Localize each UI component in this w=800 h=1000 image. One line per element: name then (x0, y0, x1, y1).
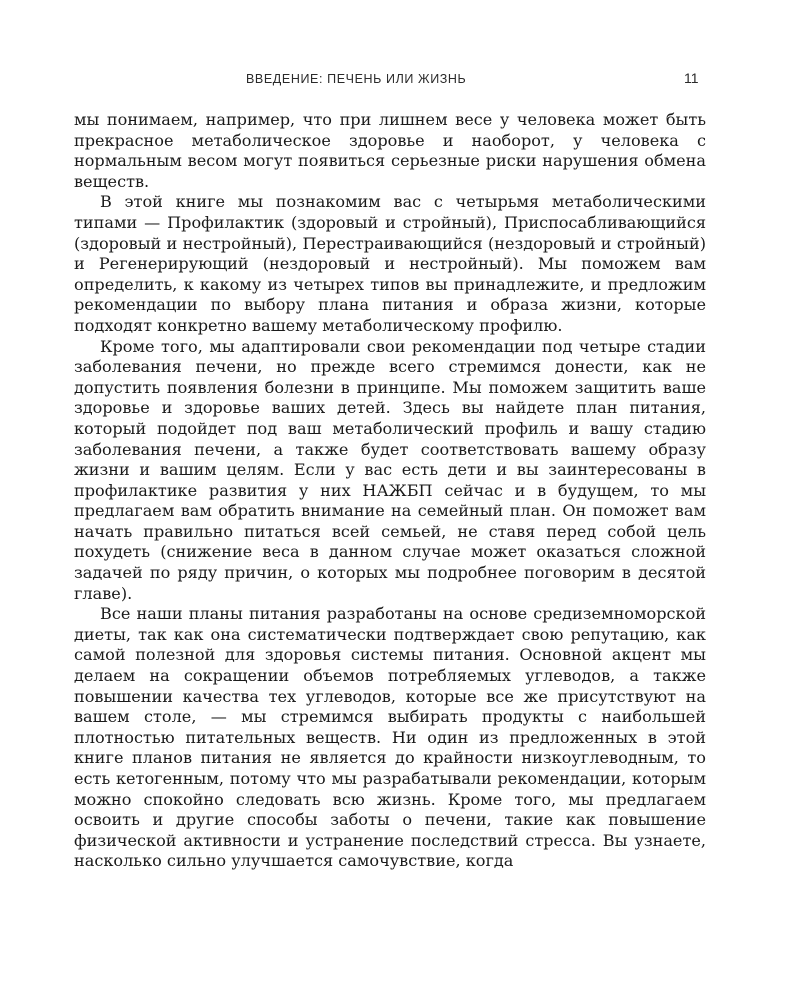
page-number: 11 (684, 70, 699, 86)
paragraph-liver-stages: Кроме того, мы адаптировали свои рекомендации под четыре стадии заболевания печени, но прежде всего стремимся донести, как не допустить появления болезни в принципе. Мы поможем защитить ваше здоровье и здоровье ваших детей. Здесь вы найдете план питания, который подойдет под ваш метаболический профиль и вашу стадию заболевания печени, а также будет соответствовать вашему образу жизни и вашим целям. Если у вас есть дети и вы заинтересованы в профилактике развития у них НАЖБП сейчас и в будущем, то мы предлагаем вам обратить внимание на семейный план. Он поможет вам начать правильно питаться всей семьей, не ставя перед собой цель похудеть (снижение веса в данном случае может оказаться сложной задачей по ряду причин, о которых мы подробнее поговорим в десятой главе). (74, 336, 706, 603)
paragraph-metabolic-types: В этой книге мы познакомим вас с четырьмя метаболическими типами — Профилактик (здоровый и стройный), Приспосабливающийся (здоровый и нестройный), Перестраивающийся (нездоровый и стройный) и Регенерирующий (нездоровый и нестройный). Мы поможем вам определить, к какому из четырех типов вы принадлежите, и предложим рекомендации по выбору плана питания и образа жизни, которые подходят конкретно вашему метаболическому профилю. (74, 192, 706, 335)
running-head: ВВЕДЕНИЕ: ПЕЧЕНЬ ИЛИ ЖИЗНЬ (246, 72, 467, 86)
paragraph-continuation: мы понимаем, например, что при лишнем весе у человека может быть прекрасное метаболическое здоровье и наоборот, у человека с нормальным весом могут появиться серьезные риски нарушения обмена веществ. (74, 110, 706, 191)
paragraph-mediterranean-diet: Все наши планы питания разработаны на основе средиземноморской диеты, так как она систематически подтверждает свою репутацию, как самой полезной для здоровья системы питания. Основной акцент мы делаем на сокращении объемов потребляемых углеводов, а также повышении качества тех углеводов, которые все же присутствуют на вашем столе, — мы стремимся выбирать продукты с наибольшей плотностью питательных веществ. Ни один из предложенных в этой книге планов питания не является до крайности низкоуглеводным, то есть кетогенным, потому что мы разрабатывали рекомендации, которым можно спокойно следовать всю жизнь. Кроме того, мы предлагаем освоить и другие способы заботы о печени, такие как повышение физической активности и устранение последствий стресса. Вы узнаете, насколько сильно улучшается самочувствие, когда (74, 604, 706, 871)
body-text (74, 110, 706, 872)
